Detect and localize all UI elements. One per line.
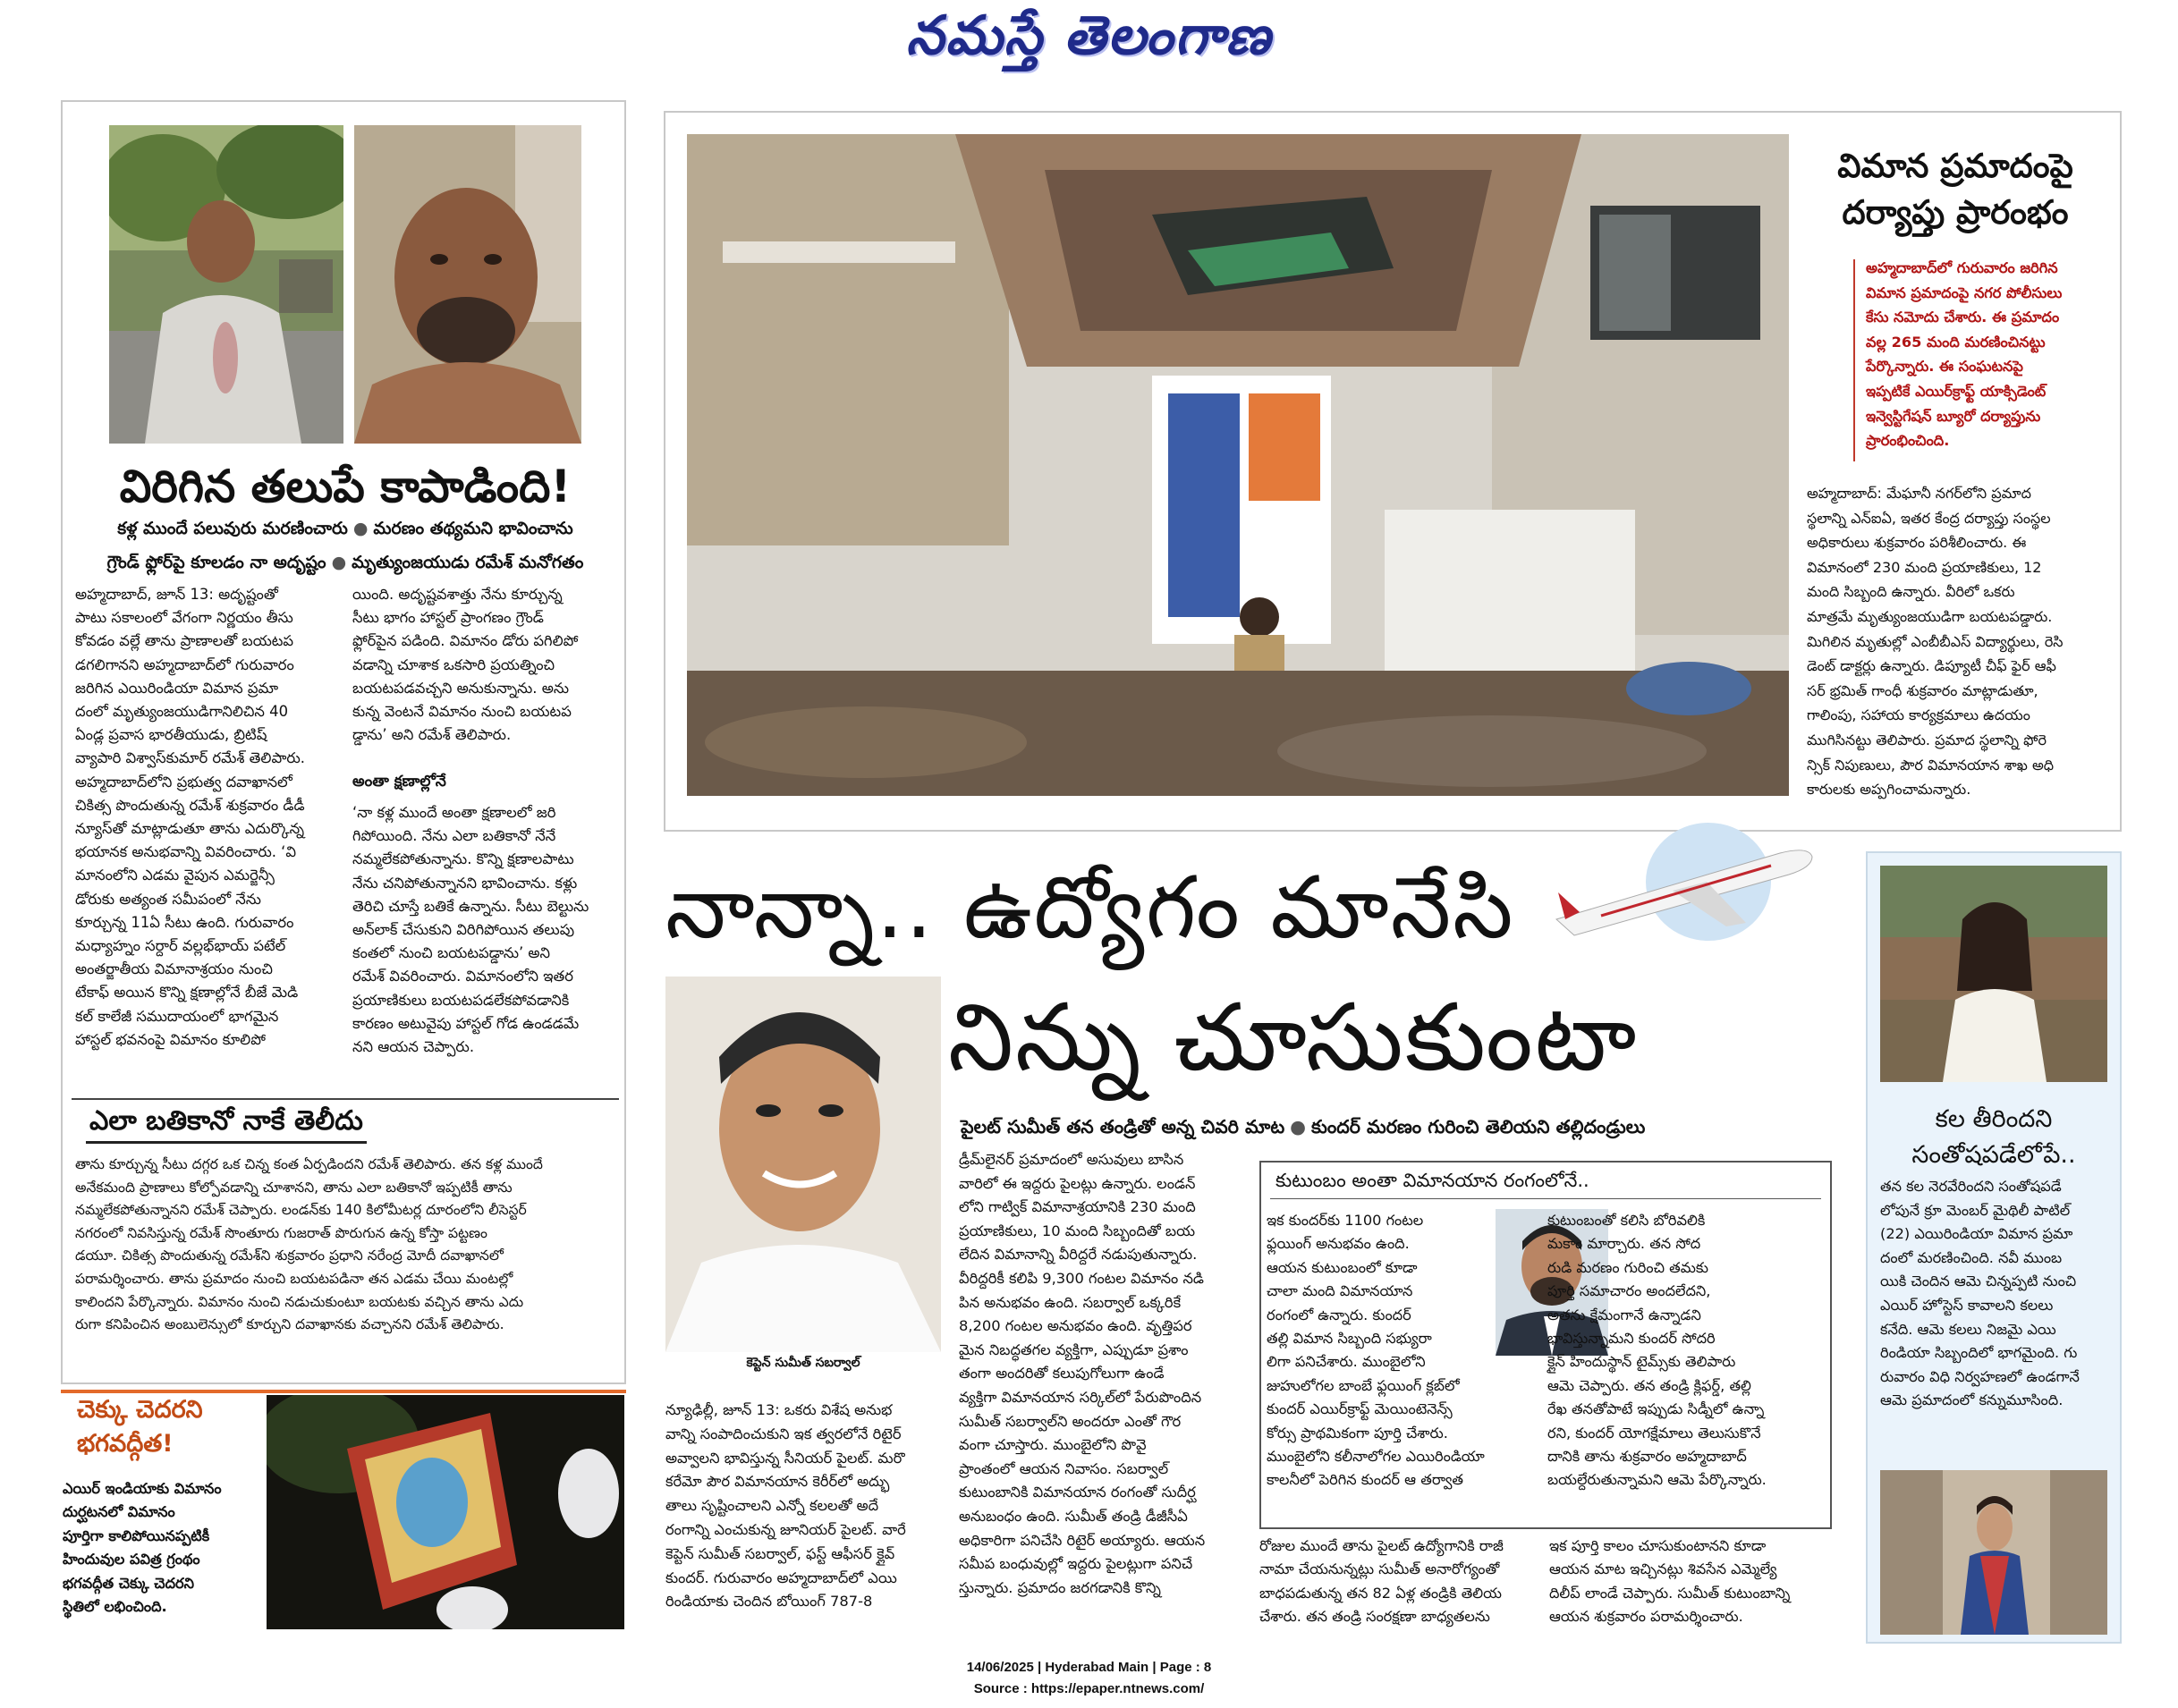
left-story-col2-subhead: అంతా క్షణాల్లోనే — [352, 773, 446, 791]
left-story-col2: యింది. అదృష్టవశాత్తు నేను కూర్చున్న సీటు భాగం హాస్టల్ ప్రాంగణం గ్రౌండ్ ఫ్లోర్‌పైన పడింది. విమానం డోరు పగిలిపో వడాన్ని చూశాక ఒకసారి ప్రయత్నించి బయటపడవచ్చని అనుకున్నాను. అను కున్న వెంటనే విమానం నుంచి బయటప డ్డాను’ అని రమేశ్ తెలిపారు. — [352, 586, 579, 744]
pilot-headline-line2: నిన్ను చూసుకుంటా — [948, 983, 1639, 1092]
left-story-headline: విరిగిన తలుపే కాపాడింది! — [119, 461, 572, 512]
pilot-bottom-col1: రోజుల ముందే తాను పైలట్ ఉద్యోగానికి రాజీ నామా చేయనున్నట్లు సుమీత్ అనారోగ్యంతో బాధపడుతున్న తన 82 ఏళ్ల తండ్రికి తెలియ చేశారు. తన తండ్రి సంరక్షణా బాధ్యతలను — [1259, 1537, 1504, 1626]
family-box-heading-rule — [1270, 1198, 1821, 1199]
pilot-subhead-b: కుందర్ మరణం గురించి తెలియని తల్లిదండ్రులు — [1311, 1116, 1646, 1137]
family-col2: కుటుంబంతో కలిసి బోరివలికి మకాం మార్చారు. తన సోద రుడి మరణం గురించి తమకు పూర్తి సమాచారం అందలేదని, అతను క్షేమంగానే ఉన్నాడని భావిస్తున్నామని కుందర్ సోదరి క్లైన్ హిందుస్థాన్ టైమ్స్‌కు తెలిపారు ఆమె చెప్పారు. తన తండ్రి క్లిఫర్డ్, తల్లి రేఖ తనతోపాటే ఇప్పుడు సిడ్నీలో ఉన్నా రని, కుందర్ యోగక్షేమాలు తెలుసుకొనే దానికి తాను శుక్రవారం అహ్మదాబాద్ బయల్దేరుతున్నామని ఆమె పేర్కొన్నారు. — [1547, 1212, 1767, 1489]
left-subhead-2a: గ్రౌండ్ ఫ్లోర్‌పై కూలడం నా అదృష్టం — [106, 553, 326, 572]
pilot-bottom-col2: ఇక పూర్తి కాలం చూసుకుంటానని కూడా ఆయన మాట ఇచ్చినట్లు శివసేన ఎమ్మెల్యే దిలీప్ లాండే చెప్పారు. సుమీత్ కుటుంబాన్ని ఆయన శుక్రవారం పరామర్శించారు. — [1549, 1537, 1791, 1626]
footer-date-line: 14/06/2025 | Hyderabad Main | Page : 8 — [966, 1660, 1212, 1675]
captain-photo — [665, 977, 941, 1352]
pilot-col1: న్యూఢిల్లీ, జూన్ 13: ఒకరు విశేష అనుభ వాన్ని సంపాదించుకుని ఇక త్వరలోనే రిటైర్ అవ్వాలని భావిస్తున్న సీనియర్ పైలట్. మరొ కరేమో పౌర విమానయాన కెరీర్‌లో అద్భు తాలు సృష్టించాలని ఎన్నో కలలతో అదే రంగాన్ని ఎంచుకున్న జూనియర్ పైలట్. వారే కెప్టెన్ సుమీత్ సబర్వాల్, ఫస్ట్ ఆఫీసర్ క్లైవ్ కుందర్. గురువారం అహ్మదాబాద్‌లో ఎయి రిండియాకు చెందిన బోయింగ్ 787-8 — [665, 1401, 906, 1611]
pilot-subhead-row: పైలట్ సుమీత్ తన తండ్రితో అన్న చివరి మాట ● కుందర్ మరణం గురించి తెలియని తల్లిదండ్రులు — [961, 1116, 1646, 1137]
crew-text: తన కల నెరవేరిందని సంతోషపడే లోపునే క్రూ మెంబర్ మైథిలీ పాటిల్ (22) ఎయిరిండియా విమాన ప్రమా దంలో మరణించింది. నవీ ముంబ యికి చెందిన ఆమె చిన్నప్పటి నుంచి ఎయిర్ హోస్టెస్ కావాలని కలలు కనేది. ఆమె కలలు నిజమై ఎయి రిండియా సిబ్బందిలో భాగమైంది. గు రువారం విధి నిర్వహణలో ఉండగానే ఆమె ప్రమాదంలో కన్నుమూసింది. — [1880, 1178, 2080, 1409]
masthead-title: నమస్తే తెలంగాణ — [905, 4, 1273, 67]
crew-member-photo-2 — [1880, 1470, 2107, 1635]
crash-site-photo — [687, 134, 1789, 796]
survivor-walking-photo — [109, 125, 343, 444]
family-box-heading: కుటుంబం అంతా విమానయాన రంగంలోనే.. — [1275, 1170, 1589, 1191]
pilot-headline-line1: నాన్నా.. ఉద్యోగం మానేసి — [665, 858, 1515, 958]
left-box-heading: ఎలా బతికానో నాకే తెలీదు — [86, 1102, 367, 1144]
captain-photo-caption: కెప్టెన్ సుమీత్ సబర్వాల్ — [746, 1356, 860, 1370]
left-story-subhead-row2: గ్రౌండ్ ఫ్లోర్‌పై కూలడం నా అదృష్టం ● మృత్యుంజయుడు రమేశ్ మనోగతం — [106, 553, 584, 572]
gita-book-photo — [267, 1395, 624, 1629]
probe-headline: విమాన ప్రమాదంపై దర్యాప్తు ప్రారంభం — [1837, 147, 2073, 232]
left-story-subhead-row1: కళ్ల ముందే పలువురు మరణించారు ● మరణం తథ్యమని భావించాను — [117, 519, 573, 538]
left-story-col2b: ‘నా కళ్ల ముందే అంతా క్షణాలలో జరి గిపోయింది. నేను ఎలా బతికానో నేనే నమ్మలేకపోతున్నాను. కొన్ని క్షణాలపాటు నేను చనిపోతున్నానని భావించాను. కళ్లు తెరిచి చూస్తే బతికే ఉన్నాను. సీటు బెల్టును అన్‌లాక్ చేసుకుని విరిగిపోయిన తలుపు కంతలో నుంచి బయటపడ్డాను’ అని రమేశ్ వివరించారు. విమానంలోని ఇతర ప్రయాణికులు బయటపడలేకపోవడానికి కారణం అటువైపు హాస్టల్ గోడ ఉండడమే నని ఆయన చెప్పారు. — [352, 804, 589, 1056]
left-subhead-1b: మరణం తథ్యమని భావించాను — [373, 519, 573, 538]
left-box-text: తాను కూర్చున్న సీటు దగ్గర ఒక చిన్న కంత ఏర్పడిందని రమేశ్ తెలిపారు. తన కళ్ల ముందే అనేకమంది ప్రాణాలు కోల్పోవడాన్ని చూశానని, తాను ఎలా బతికానో ఇప్పటికీ తాను నమ్మలేకపోతున్నానని రమేశ్ చెప్పారు. లండన్‌కు 140 కిలోమీటర్ల దూరంలోని లీసెస్టర్ నగరంలో నివసిస్తున్న రమేశ్ సొంతూరు గుజరాత్ పొరుగున ఉన్న కోస్తా పట్టణం డయూ. చికిత్స పొందుతున్న రమేశ్‌ని శుక్రవారం ప్రధాని నరేంద్ర మోదీ దవాఖానలో పరామర్శించారు. తాను ప్రమాదం నుంచి బయటపడినా తన ఎడమ చేయి మంటల్లో కాలిందని పేర్కొన్నారు. విమానం నుంచి నడుచుకుంటూ బయటకు వచ్చిన తాను ఎదు రుగా కనిపించిన అంబులెన్సులో కూర్చుని దవాఖానకు వచ్చానని రమేశ్ తెలిపారు. — [75, 1156, 543, 1333]
crew-member-photo-1 — [1880, 866, 2107, 1082]
gita-text: ఎయిర్ ఇండియాకు విమానం దుర్ఘటనలో విమానం పూర్తిగా కాలిపోయినప్పటికీ హిందువుల పవిత్ర గ్రంథం భగవద్గీత చెక్కు చెదరని స్థితిలో లభించింది. — [63, 1480, 222, 1616]
probe-text: అహ్మదాబాద్: మేఘానీ నగర్‌లోని ప్రమాద స్థలాన్ని ఎన్ఐఏ, ఇతర కేంద్ర దర్యాప్తు సంస్థల అధికారులు శుక్రవారం పరిశీలించారు. ఈ విమానంలో 230 మంది ప్రయాణికులు, 12 మంది సిబ్బంది ఉన్నారు. వీరిలో ఒకరు మాత్రమే మృత్యుంజయుడిగా బయటపడ్డారు. మిగిలిన మృతుల్లో ఎంబీబీఎస్ విద్యార్థులు, రెసి డెంట్ డాక్టర్లు ఉన్నారు. డిప్యూటీ చీఫ్ ఫైర్ ఆఫీ సర్ భ్రమిత్ గాంధీ శుక్రవారం మాట్లాడుతూ, గాలింపు, సహాయ కార్యక్రమాలు ఉదయం ముగిసినట్టు తెలిపారు. ప్రమాద స్థలాన్ని ఫోరె న్సిక్ నిపుణులు, పౌర విమానయాన శాఖ అధి కారులకు అప్పగించామన్నారు. — [1807, 485, 2064, 799]
survivor-hospital-photo — [354, 125, 581, 444]
left-box-divider — [72, 1098, 619, 1100]
pilot-col2: డ్రీమ్‌లైనర్ ప్రమాదంలో అసువులు బాసిన వారిలో ఈ ఇద్దరు పైలట్లు ఉన్నారు. లండన్ లోని గాట్విక్ విమానాశ్రయానికి 230 మంది ప్రయాణికులు, 10 మంది సిబ్బందితో బయ లేదిన విమానాన్ని వీరిద్దరే నడుపుతున్నారు. వీరిద్దరికీ కలిపి 9,300 గంటల విమానం నడి పిన అనుభవం ఉంది. సబర్వాల్ ఒక్కరికే 8,200 గంటల అనుభవం ఉంది. వృత్తిపర మైన నిబద్ధతగల వ్యక్తిగా, ఎప్పుడూ ప్రశాం తంగా అందరితో కలుపుగోలుగా ఉండే వ్యక్తిగా విమానయాన సర్కిల్‌లో పేరుపొందిన సుమీత్ సబర్వాల్‌ని అందరూ ఎంతో గౌర వంగా చూస్తారు. ముంబైలోని పొవై ప్రాంతంలో ఆయన నివాసం. సబర్వాల్ కుటుంబానికి విమానయాన రంగంతో సుదీర్ఘ అనుబంధం ఉంది. సుమీత్ తండ్రి డీజీసీఏ అధికారిగా పనిచేసి రిటైర్ అయ్యారు. ఆయన సమీప బంధువుల్లో ఇద్దరు పైలట్లుగా పనిచే స్తున్నారు. ప్రమాదం జరగడానికి కొన్ని — [959, 1151, 1206, 1596]
gita-headline: చెక్కు చెదరని భగవద్గీత! — [77, 1396, 203, 1458]
probe-lead-rule — [1853, 259, 1855, 461]
crew-headline: కల తీరిందని సంతోషపడేలోపే.. — [1911, 1105, 2076, 1169]
airplane-illustration — [1547, 819, 1825, 953]
family-col1: ఇక కుందర్‌కు 1100 గంటల ఫ్లయింగ్ అనుభవం ఉంది. ఆయన కుటుంబంలో కూడా చాలా మంది విమానయాన రంగంలో ఉన్నారు. కుందర్ తల్లి విమాన సిబ్బంది సభ్యురా లిగా పనిచేశారు. ముంబైలోని జుహులోగల బాంబే ఫ్లయింగ్ క్లబ్‌లో కుందర్ ఎయిర్‌క్రాఫ్ట్ మెయింటెనెన్స్ కోర్సు ప్రాథమికంగా పూర్తి చేశారు. ముంబైలోని కలీనాలోగల ఎయిరిండియా కాలనీలో పెరిగిన కుందర్ ఆ తర్వాత — [1267, 1212, 1485, 1489]
left-subhead-1a: కళ్ల ముందే పలువురు మరణించారు — [117, 519, 348, 538]
probe-lead: అహ్మదాబాద్‌లో గురువారం జరిగిన విమాన ప్రమాదంపై నగర పోలీసులు కేసు నమోదు చేశారు. ఈ ప్రమాదం వల్ల 265 మంది మరణించినట్టు పేర్కొన్నారు. ఈ సంఘటనపై ఇప్పటికే ఎయిర్‌క్రాఫ్ట్ యాక్సిడెంట్ ఇన్వెస్టిగేషన్ బ్యూరో దర్యాప్తును ప్రారంభించింది. — [1866, 259, 2063, 450]
pilot-subhead-a: పైలట్ సుమీత్ తన తండ్రితో అన్న చివరి మాట — [961, 1116, 1285, 1137]
left-subhead-2b: మృత్యుంజయుడు రమేశ్ మనోగతం — [352, 553, 584, 572]
footer-source-line: Source : https://epaper.ntnews.com/ — [973, 1681, 1205, 1696]
left-story-col1: అహ్మదాబాద్, జూన్ 13: అదృష్టంతో పాటు సకాలంలో వేగంగా నిర్ణయం తీసు కోవడం వల్లే తాను ప్రాణాలతో బయటప డగలిగానని అహ్మదాబాద్‌లో గురువారం జరిగిన ఎయిరిండియా విమాన ప్రమా దంలో మృత్యుంజయుడిగానిలిచిన 40 ఏండ్ల ప్రవాస భారతీయుడు, బ్రిటిష్ వ్యాపారి విశ్వాస్‌కుమార్ రమేశ్ తెలిపారు. అహ్మదాబాద్‌లోని ప్రభుత్వ దవాఖానలో చికిత్స పొందుతున్న రమేశ్ శుక్రవారం డీడీ న్యూస్‌తో మాట్లాడుతూ తాను ఎదుర్కొన్న భయానక అనుభవాన్ని వివరించారు. ‘వి మానంలోని ఎడమ వైపున ఎమర్జెన్సీ డోరుకు అత్యంత సమీపంలో నేను కూర్చున్న 11ఏ సీటు ఉంది. గురువారం మధ్యాహ్నం సర్దార్ వల్లభ్‌భాయ్ పటేల్ అంతర్జాతీయ విమానాశ్రయం నుంచి టేకాఫ్ అయిన కొన్ని క్షణాల్లోనే బీజే మెడి కల్ కాలేజీ సముదాయంలో భాగమైన హాస్టల్ భవనంపై విమానం కూలిపో — [75, 586, 305, 1048]
